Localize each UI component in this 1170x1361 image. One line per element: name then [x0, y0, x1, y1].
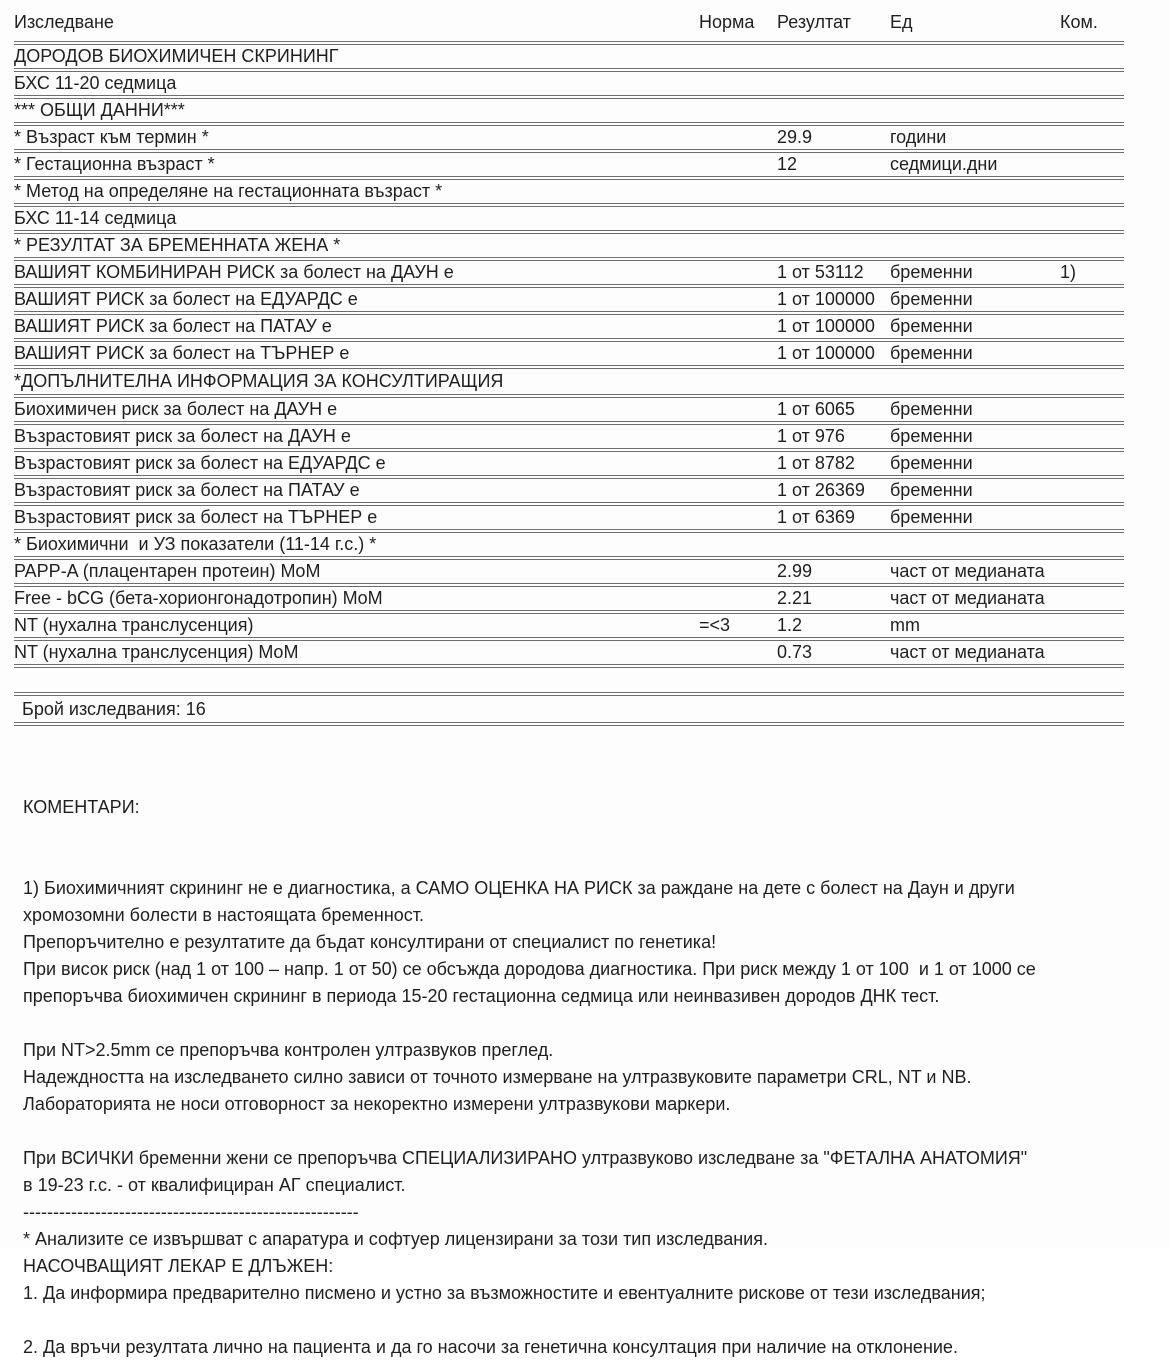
comment-line: При висок риск (над 1 от 100 – напр. 1 от 50) се обсъжда дородова диагностика. При риск между 1 от 100 и 1 от 1000 се [23, 959, 1036, 979]
comment-ref-cell [1060, 97, 1124, 124]
unit-cell [890, 70, 1060, 97]
norm-cell [699, 531, 777, 558]
comment-ref-cell [1060, 585, 1124, 612]
table-row [14, 313, 1124, 340]
result-cell [777, 43, 890, 70]
test-name-cell: Възрастовият риск за болест на ДАУН е [14, 423, 699, 450]
table-row [14, 97, 1124, 124]
comment-ref-cell [1060, 232, 1124, 259]
table-row [14, 340, 1124, 367]
norm-cell [699, 639, 777, 666]
table-row [14, 477, 1124, 504]
result-cell: 1.2 [777, 612, 890, 639]
table-row [14, 205, 1124, 232]
test-name-cell: * РЕЗУЛТАТ ЗА БРЕМЕННАТА ЖЕНА * [14, 232, 699, 259]
table-row [14, 124, 1124, 151]
test-name-cell: NT (нухална транслусенция) MoM [14, 639, 699, 666]
norm-cell [699, 43, 777, 70]
result-cell: 12 [777, 151, 890, 178]
comment-ref-cell [1060, 639, 1124, 666]
unit-cell: част от медианата [890, 639, 1060, 666]
unit-cell [890, 367, 1060, 396]
comment-line: При NT>2.5mm се препоръчва контролен ултразвуков преглед. [23, 1040, 554, 1060]
unit-cell: бременни [890, 259, 1060, 286]
test-name-cell: ДОРОДОВ БИОХИМИЧЕН СКРИНИНГ [14, 43, 699, 70]
table-row [14, 504, 1124, 531]
unit-cell: част от медианата [890, 585, 1060, 612]
norm-cell [699, 396, 777, 423]
unit-cell [890, 232, 1060, 259]
blank-line [23, 1118, 1133, 1145]
result-cell: 1 от 6369 [777, 504, 890, 531]
column-header-test: Изследване [14, 4, 699, 43]
unit-cell: бременни [890, 313, 1060, 340]
unit-cell [890, 97, 1060, 124]
table-row [14, 396, 1124, 423]
norm-cell [699, 70, 777, 97]
dashed-separator: -------------------------------------------------------- [23, 1202, 359, 1222]
comment-ref-cell [1060, 477, 1124, 504]
result-cell: 1 от 53112 [777, 259, 890, 286]
comment-ref-cell [1060, 558, 1124, 585]
unit-cell [890, 43, 1060, 70]
result-cell: 1 от 100000 [777, 340, 890, 367]
test-name-cell: ВАШИЯТ КОМБИНИРАН РИСК за болест на ДАУН е [14, 259, 699, 286]
test-name-cell: * Биохимични и УЗ показатели (11-14 г.с.) * [14, 531, 699, 558]
result-cell [777, 531, 890, 558]
comment-ref-cell [1060, 367, 1124, 396]
comments-title: КОМЕНТАРИ: [23, 797, 140, 817]
norm-cell [699, 97, 777, 124]
result-cell: 1 от 100000 [777, 313, 890, 340]
comment-line: Надеждността на изследването силно зависи от точното измерване на ултразвуковите параметри CRL, NT и NB. [23, 1067, 972, 1087]
comment-ref-cell [1060, 423, 1124, 450]
comment-ref-cell [1060, 151, 1124, 178]
table-row [14, 423, 1124, 450]
norm-cell [699, 504, 777, 531]
comment-ref-cell [1060, 396, 1124, 423]
test-name-cell: Възрастовият риск за болест на ПАТАУ е [14, 477, 699, 504]
header-row [14, 4, 1124, 43]
unit-cell [890, 178, 1060, 205]
table-row [14, 232, 1124, 259]
blank-line [23, 1307, 1133, 1334]
result-cell: 2.21 [777, 585, 890, 612]
result-cell: 1 от 6065 [777, 396, 890, 423]
test-name-cell: БХС 11-14 седмица [14, 205, 699, 232]
norm-cell: =<3 [699, 612, 777, 639]
comment-line: хромозомни болести в настоящата бременност. [23, 905, 425, 925]
test-name-cell: PAPP-A (плацентарен протеин) MoM [14, 558, 699, 585]
column-header-result: Резултат [777, 4, 890, 43]
norm-cell [699, 477, 777, 504]
unit-cell: бременни [890, 450, 1060, 477]
result-cell: 1 от 976 [777, 423, 890, 450]
unit-cell: mm [890, 612, 1060, 639]
test-name-cell: * Гестационна възраст * [14, 151, 699, 178]
test-name-cell: * Възраст към термин * [14, 124, 699, 151]
unit-cell: бременни [890, 477, 1060, 504]
table-row [14, 450, 1124, 477]
result-cell [777, 232, 890, 259]
result-cell [777, 97, 890, 124]
comment-ref-cell [1060, 340, 1124, 367]
comment-line: 1. Да информира предварително писмено и устно за възможностите и евентуалните рискове от тези изследвания; [23, 1283, 986, 1303]
unit-cell: част от медианата [890, 558, 1060, 585]
table-row [14, 367, 1124, 396]
table-row [14, 151, 1124, 178]
unit-cell: години [890, 124, 1060, 151]
result-cell [777, 367, 890, 396]
unit-cell: седмици.дни [890, 151, 1060, 178]
result-cell: 0.73 [777, 639, 890, 666]
norm-cell [699, 340, 777, 367]
unit-cell: бременни [890, 340, 1060, 367]
norm-cell [699, 367, 777, 396]
norm-cell [699, 558, 777, 585]
norm-cell [699, 450, 777, 477]
comment-ref-cell [1060, 504, 1124, 531]
test-name-cell: БХС 11-20 седмица [14, 70, 699, 97]
test-name-cell: *** ОБЩИ ДАННИ*** [14, 97, 699, 124]
table-row [14, 558, 1124, 585]
norm-cell [699, 232, 777, 259]
test-name-cell: Възрастовият риск за болест на ТЪРНЕР е [14, 504, 699, 531]
test-name-cell: Биохимичен риск за болест на ДАУН е [14, 396, 699, 423]
results-table [14, 4, 1124, 668]
comment-ref-cell [1060, 612, 1124, 639]
test-name-cell: ВАШИЯТ РИСК за болест на ТЪРНЕР е [14, 340, 699, 367]
unit-cell: бременни [890, 286, 1060, 313]
comment-ref-cell: 1) [1060, 259, 1124, 286]
result-cell [777, 70, 890, 97]
test-name-cell: *ДОПЪЛНИТЕЛНА ИНФОРМАЦИЯ ЗА КОНСУЛТИРАЩИЯ [14, 367, 699, 396]
norm-cell [699, 313, 777, 340]
unit-cell: бременни [890, 423, 1060, 450]
result-cell [777, 178, 890, 205]
norm-cell [699, 423, 777, 450]
table-row [14, 612, 1124, 639]
result-cell: 1 от 100000 [777, 286, 890, 313]
result-cell: 1 от 26369 [777, 477, 890, 504]
column-header-norm: Норма [699, 4, 777, 43]
table-row [14, 286, 1124, 313]
norm-cell [699, 205, 777, 232]
test-name-cell: * Метод на определяне на гестационната възраст * [14, 178, 699, 205]
norm-cell [699, 286, 777, 313]
column-header-comment: Ком. [1060, 4, 1124, 43]
comment-line: препоръчва биохимичен скрининг в периода 15-20 гестационна седмица или неинвазивен дородов ДНК тест. [23, 986, 940, 1006]
table-row [14, 70, 1124, 97]
comment-ref-cell [1060, 286, 1124, 313]
table-row [14, 585, 1124, 612]
result-cell: 2.99 [777, 558, 890, 585]
norm-cell [699, 585, 777, 612]
table-row [14, 43, 1124, 70]
test-name-cell: Възрастовият риск за болест на ЕДУАРДС е [14, 450, 699, 477]
unit-cell [890, 205, 1060, 232]
test-name-cell: ВАШИЯТ РИСК за болест на ЕДУАРДС е [14, 286, 699, 313]
comment-ref-cell [1060, 178, 1124, 205]
unit-cell: бременни [890, 504, 1060, 531]
comment-ref-cell [1060, 43, 1124, 70]
unit-cell [890, 531, 1060, 558]
comment-line: Препоръчително е резултатите да бъдат консултирани от специалист по генетика! [23, 932, 717, 952]
comments-section [23, 740, 1133, 1361]
norm-cell [699, 259, 777, 286]
tests-count: Брой изследвания: 16 [14, 692, 1124, 726]
test-name-cell: NT (нухална транслусенция) [14, 612, 699, 639]
comment-ref-cell [1060, 124, 1124, 151]
comment-ref-cell [1060, 450, 1124, 477]
comment-line: Лабораторията не носи отговорност за некоректно измерени ултразвукови маркери. [23, 1094, 731, 1114]
comment-ref-cell [1060, 531, 1124, 558]
comment-ref-cell [1060, 205, 1124, 232]
table-row [14, 259, 1124, 286]
comment-ref-cell [1060, 70, 1124, 97]
table-row [14, 178, 1124, 205]
result-cell: 29.9 [777, 124, 890, 151]
comment-line: 1) Биохимичният скрининг не е диагностика, а САМО ОЦЕНКА НА РИСК за раждане на дете с болест на Даун и други [23, 878, 1015, 898]
result-cell [777, 205, 890, 232]
comment-line: * Анализите се извършват с апаратура и софтуер лицензирани за този тип изследвания. [23, 1229, 768, 1249]
comment-line: в 19-23 г.с. - от квалифициран АГ специалист. [23, 1175, 406, 1195]
comment-ref-cell [1060, 313, 1124, 340]
blank-line [23, 1010, 1133, 1037]
comment-line: НАСОЧВАЩИЯТ ЛЕКАР Е ДЛЪЖЕН: [23, 1256, 334, 1276]
unit-cell: бременни [890, 396, 1060, 423]
test-name-cell: Free - bCG (бета-хорионгонадотропин) MoM [14, 585, 699, 612]
table-row [14, 531, 1124, 558]
comment-line: При ВСИЧКИ бременни жени се препоръчва СПЕЦИАЛИЗИРАНО ултразвуково изследване за "ФЕТАЛНА АНАТОМИЯ" [23, 1148, 1028, 1168]
result-cell: 1 от 8782 [777, 450, 890, 477]
norm-cell [699, 124, 777, 151]
norm-cell [699, 178, 777, 205]
column-header-unit: Ед [890, 4, 1060, 43]
comment-line: 2. Да връчи резултата лично на пациента и да го насочи за генетична консултация при наличие на отклонение. [23, 1337, 958, 1357]
table-row [14, 639, 1124, 666]
test-name-cell: ВАШИЯТ РИСК за болест на ПАТАУ е [14, 313, 699, 340]
norm-cell [699, 151, 777, 178]
